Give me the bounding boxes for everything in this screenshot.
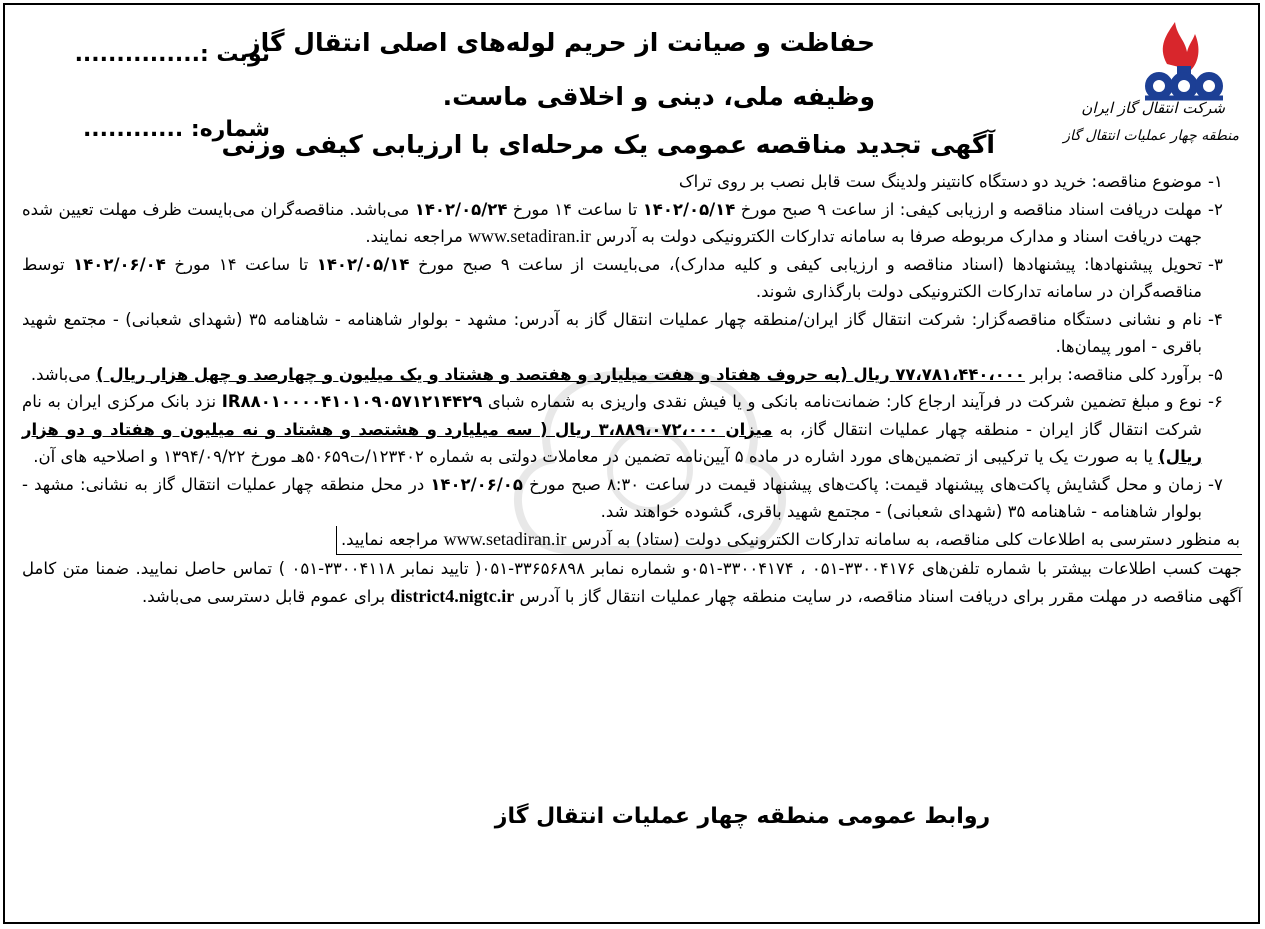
item-text: توسط مناقصه‌گران در سامانه تدارکات الکترونیکی دولت بارگذاری شوند. (22, 254, 1202, 301)
slogan-line-1: حفاظت و صیانت از حریم لوله‌های اصلی انتقال گاز (246, 28, 875, 57)
date-end: ۱۴۰۲/۰۶/۰۴ (73, 254, 166, 274)
setad-link[interactable]: www.setadiran.ir (468, 226, 591, 246)
item-number: ۳- (1208, 254, 1223, 274)
item-text: زمان و محل گشایش پاکت‌های پیشنهاد قیمت: پاکت‌های پیشنهاد قیمت در ساعت ۸:۳۰ صبح مورخ (522, 474, 1203, 494)
opening-date: ۱۴۰۲/۰۶/۰۵ (430, 474, 523, 494)
item-text: تحویل پیشنهادها: پیشنهادها (اسناد مناقصه و ارزیابی کیفی و کلیه مدارک)، می‌بایست از ساعت ۹ صبح مورخ (409, 254, 1202, 274)
estimate-amount: ۷۷،۷۸۱،۴۴۰،۰۰۰ ریال (به حروف هفتاد و هفت میلیارد و هفتصد و هشتاد و یک میلیون و چهارصد و چهل هزار ریال ) (96, 364, 1025, 384)
list-item (22, 168, 1242, 196)
guarantee-amount: میزان ۳،۸۸۹،۰۷۲،۰۰۰ ریال ( سه میلیارد و هشتصد و هشتاد و نه میلیون و هفتاد و دو هزار ریال) (22, 419, 1202, 466)
item-number: ۷- (1208, 474, 1223, 494)
slogan-line-2: وظیفه ملی، دینی و اخلاقی ماست. (442, 82, 875, 111)
list-item (22, 361, 1242, 389)
item-text: می‌باشد. (30, 364, 97, 384)
item-number: ۵- (1208, 364, 1223, 384)
number-field: شماره: ............ (82, 117, 270, 142)
access-note-text: به منظور دسترسی به اطلاعات کلی مناقصه، به سامانه تدارکات الکترونیکی دولت (ستاد) به آدرس (566, 529, 1240, 549)
item-text: یا به صورت یک یا ترکیبی از تضمین‌های مورد اشاره در ماده ۵ آیین‌نامه تضمین در معاملات دولتی به شماره ۱۲۳۴۰۲/ت۵۰۶۵۹هـ مورخ ۱۳۹۴/۰۹/۲۲ و اصلاحیه های آن. (33, 447, 1159, 466)
sheba-number: IR۸۸۰۱۰۰۰۰۴۱۰۱۰۹۰۵۷۱۲۱۴۴۲۹ (221, 392, 483, 411)
item-text: تا ساعت ۱۴ مورخ (165, 254, 317, 274)
public-relations-signature: روابط عمومی منطقه چهار عملیات انتقال گاز (494, 804, 991, 829)
item-number: ۶- (1208, 392, 1223, 411)
list-item (22, 306, 1242, 361)
setad-link[interactable]: www.setadiran.ir (443, 528, 567, 549)
contact-text: برای عموم قابل دسترسی می‌باشد. (141, 586, 391, 606)
item-text: تا ساعت ۱۴ مورخ (507, 199, 643, 219)
item-text: می‌باشد. مناقصه‌گران می‌بایست ظرف مهلت تعیین شده جهت دریافت اسناد و مدارک مربوطه صرفا به سامانه تدارکات الکترونیکی دولت به آدرس (22, 199, 1202, 246)
item-text: مهلت دریافت اسناد مناقصه و ارزیابی کیفی: از ساعت ۹ صبح مورخ (735, 199, 1202, 219)
list-item (22, 196, 1242, 251)
date-start: ۱۴۰۲/۰۵/۱۴ (642, 199, 736, 219)
item-number: ۲- (1208, 199, 1223, 219)
district-site-link[interactable]: district4.nigtc.ir (390, 585, 515, 606)
item-text: نوع و مبلغ تضمین شرکت در فرآیند ارجاع کار: ضمانت‌نامه بانکی و یا فیش نقدی واریزی به شماره شبای (482, 392, 1202, 411)
contact-paragraph (22, 555, 1242, 610)
access-note (22, 526, 1242, 556)
tender-body (22, 168, 1242, 610)
tender-title: آگهی تجدید مناقصه عمومی یک مرحله‌ای با ارزیابی کیفی وزنی (221, 130, 995, 159)
header (0, 0, 1265, 165)
date-start: ۱۴۰۲/۰۵/۱۴ (316, 254, 410, 274)
item-text: نزد بانک مرکزی ایران به نام شرکت انتقال گاز ایران - منطقه چهار عملیات انتقال گاز، به (22, 392, 1202, 439)
contact-text: جهت کسب اطلاعات بیشتر با شماره تلفن‌های ۳۳۰۰۴۱۷۶-۰۵۱ ، ۳۳۰۰۴۱۷۴-۰۵۱و شماره نمابر ۳۳۶۵۶۸۹۸-۰۵۱( تایید نمابر ۳۳۰۰۴۱۱۸-۰۵۱ ) تماس حاصل نمایید. ضمنا متن کامل آگهی مناقصه در مهلت مقرر برای دریافت اسناد مناقصه، در سایت منطقه چهار عملیات انتقال گاز با آدرس (22, 559, 1242, 606)
turn-field: نوبت :............... (74, 42, 270, 67)
list-item (22, 471, 1242, 526)
item-text: نام و نشانی دستگاه مناقصه‌گزار: شرکت انتقال گاز ایران/منطقه چهار عملیات انتقال گاز به آدرس: مشهد - بولوار شاهنامه - شاهنامه ۳۵ (شهدای شعبانی) - مجتمع شهید باقری - امور پیمان‌ها. (22, 309, 1203, 356)
item-text: برآورد کلی مناقصه: برابر (1024, 364, 1202, 384)
access-note-text: مراجعه نمایید. (340, 529, 444, 549)
logo-district-name: منطقه چهار عملیات انتقال گاز (1063, 128, 1239, 144)
date-end: ۱۴۰۲/۰۵/۲۴ (414, 199, 508, 219)
item-number: ۴- (1208, 309, 1223, 329)
item-text: مراجعه نمایند. (365, 227, 469, 246)
logo-company-name: شرکت انتقال گاز ایران (1081, 99, 1225, 117)
list-item (22, 251, 1242, 306)
item-text: موضوع مناقصه: خرید دو دستگاه کانتینر ولدینگ ست قابل نصب بر روی تراک (678, 172, 1202, 191)
item-number: ۱- (1208, 172, 1223, 191)
item-text: در محل منطقه چهار عملیات انتقال گاز به نشانی: مشهد - بولوار شاهنامه - شاهنامه ۳۵ (شهدای شعبانی) - مجتمع شهید باقری، گشوده خواهند شد. (22, 474, 1202, 521)
list-item (22, 388, 1242, 471)
